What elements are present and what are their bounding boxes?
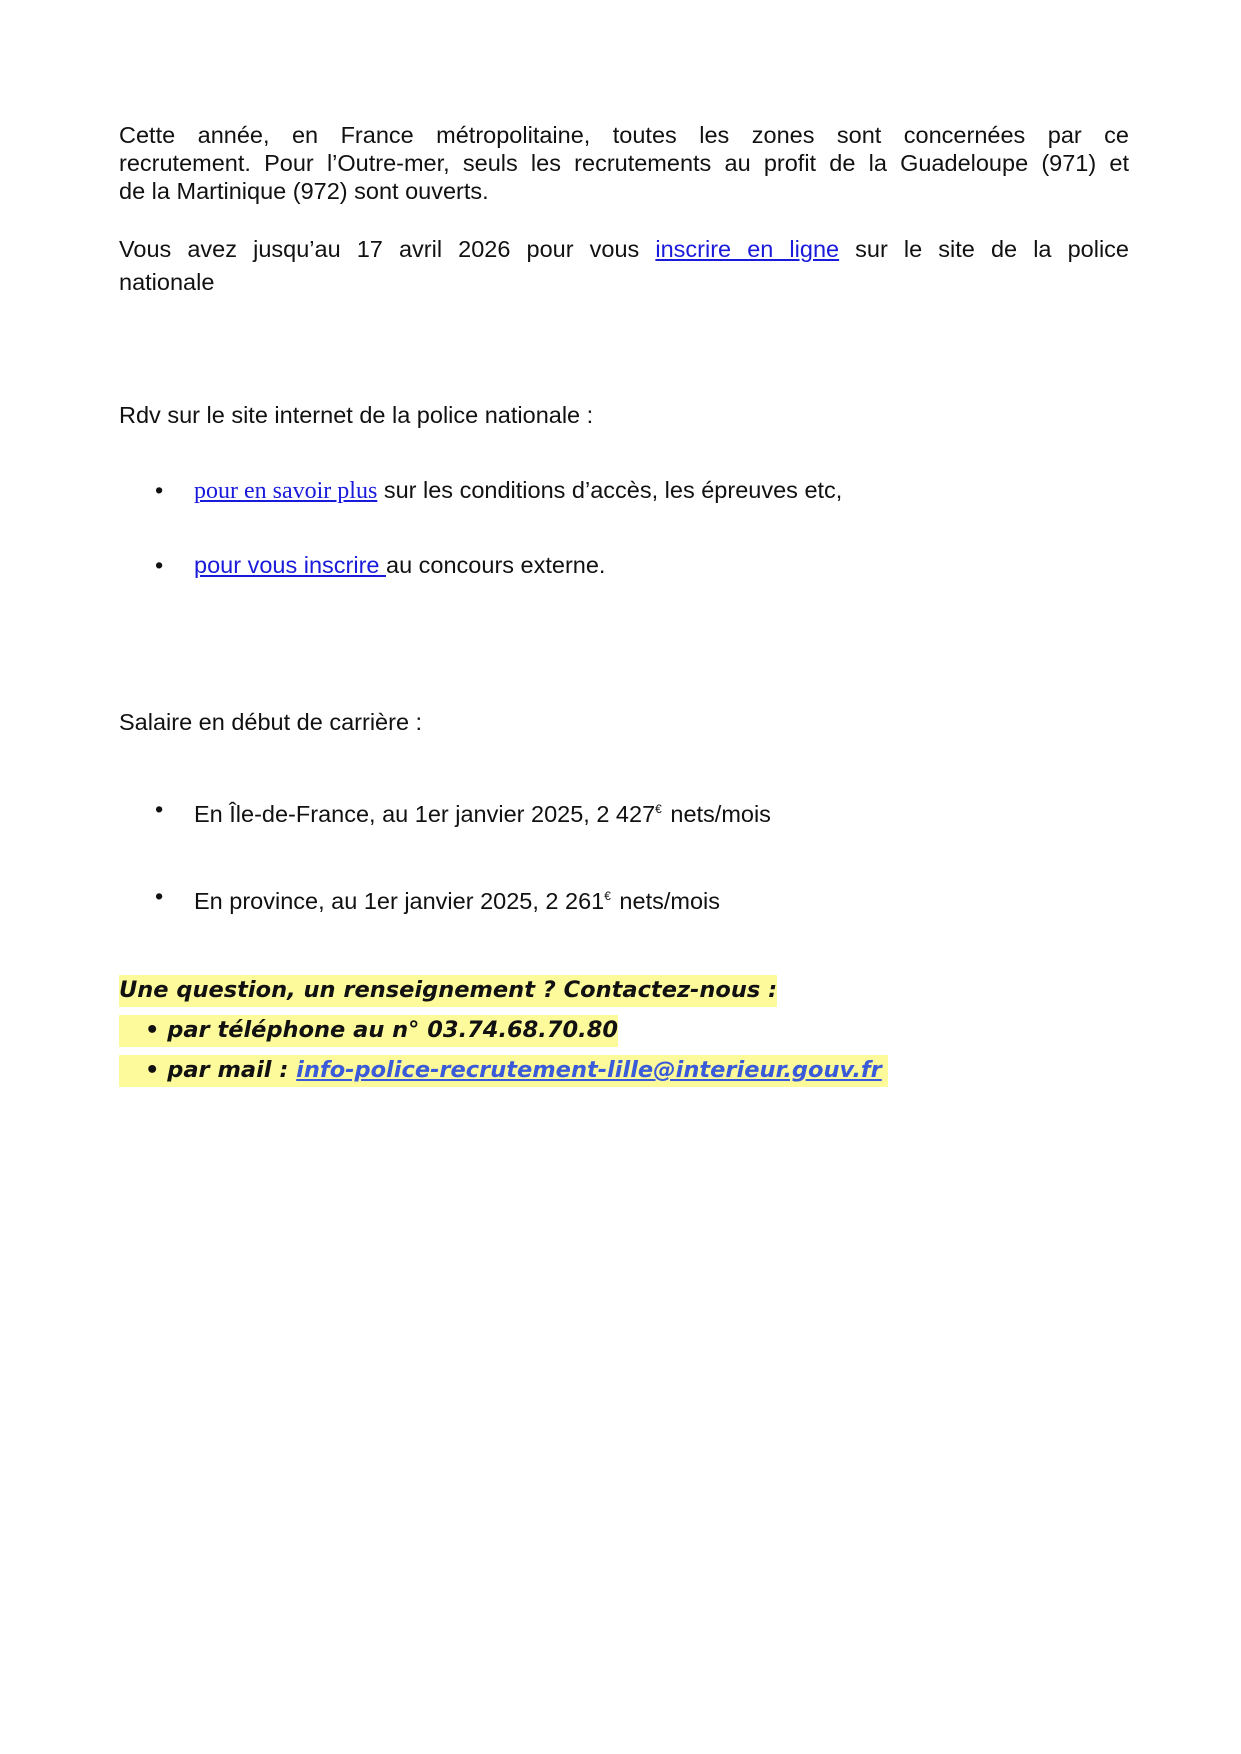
- bullet-icon: •: [145, 1057, 160, 1083]
- paragraph-zones-line1: Cette année, en France métropolitaine, toutes les zones sont concernées par ce: [119, 122, 1129, 148]
- bullet-icon: •: [155, 883, 164, 909]
- paragraph-deadline-line1: Vous avez jusqu’au 17 avril 2026 pour vous inscrire en ligne sur le site de la police: [119, 236, 1129, 262]
- vous-inscrire-link[interactable]: pour vous inscrire: [194, 552, 386, 578]
- bullet-icon: •: [155, 477, 164, 503]
- rdv-intro: Rdv sur le site internet de la police nationale :: [119, 402, 594, 428]
- rdv-list-item-1: • pour en savoir plus sur les conditions d’accès, les épreuves etc,: [155, 477, 843, 504]
- euro-symbol: €: [604, 889, 611, 903]
- salary-list-item-2: • En province, au 1er janvier 2025, 2 261€ nets/mois: [155, 883, 720, 914]
- paragraph-zones-line2: recrutement. Pour l’Outre-mer, seuls les recrutements au profit de la Guadeloupe (971) et: [119, 150, 1129, 176]
- contact-mail: • par mail : info-police-recrutement-lille@interieur.gouv.fr: [119, 1050, 888, 1090]
- inscrire-en-ligne-link[interactable]: inscrire en ligne: [655, 236, 840, 262]
- bullet-icon: •: [155, 796, 164, 822]
- salary-intro: Salaire en début de carrière :: [119, 709, 423, 735]
- contact-phone: • par téléphone au n° 03.74.68.70.80: [119, 1010, 618, 1050]
- paragraph-deadline-line2: nationale: [119, 269, 215, 295]
- rdv-list-item-2: • pour vous inscrire au concours externe.: [155, 552, 606, 578]
- bullet-icon: •: [145, 1017, 160, 1043]
- salary-list-item-1: • En Île-de-France, au 1er janvier 2025, 2 427€ nets/mois: [155, 796, 771, 827]
- paragraph-zones-line3: de la Martinique (972) sont ouverts.: [119, 178, 489, 204]
- bullet-icon: •: [155, 552, 164, 578]
- euro-symbol: €: [655, 802, 662, 816]
- mail-link[interactable]: info-police-recrutement-lille@interieur.gouv.fr: [296, 1057, 882, 1083]
- en-savoir-plus-link[interactable]: pour en savoir plus: [194, 478, 378, 504]
- contact-heading: Une question, un renseignement ? Contactez-nous :: [119, 970, 777, 1010]
